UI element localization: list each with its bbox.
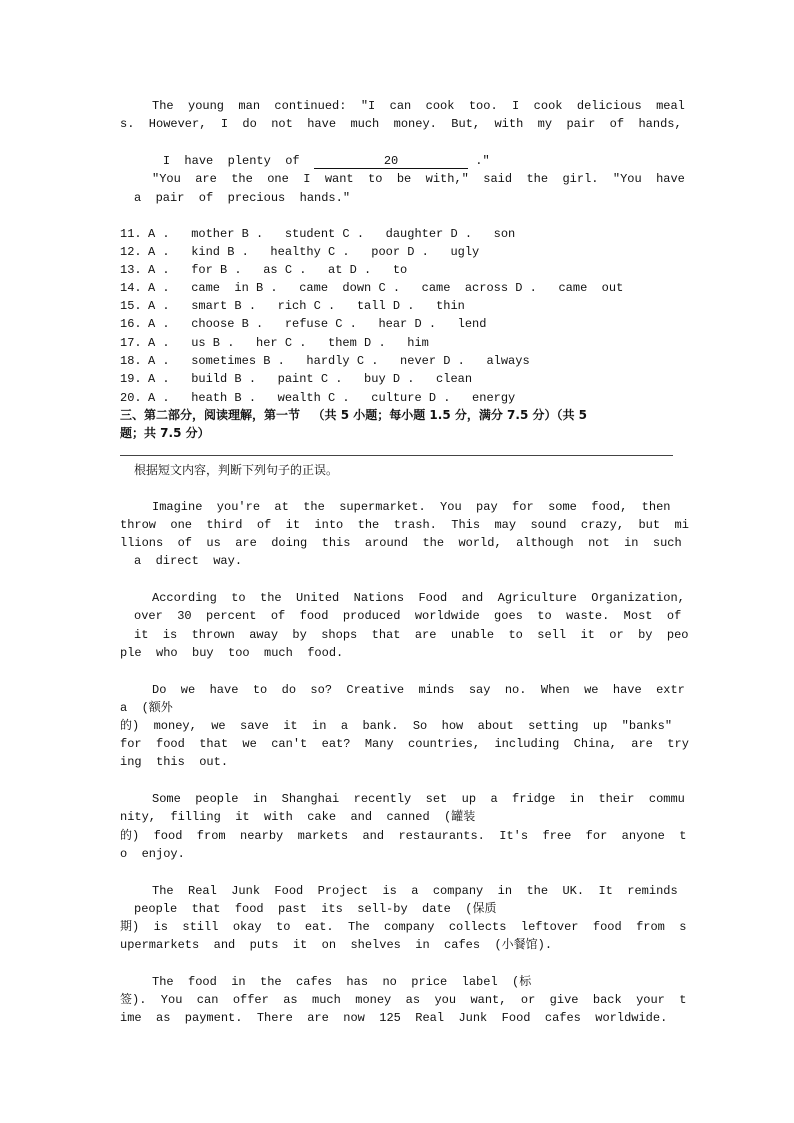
passage2-line: Imagine you're at the supermarket. You pay for some food, then [152, 500, 671, 514]
passage2-line: Do we have to do so? Creative minds say no. When we have extr [152, 683, 685, 697]
question-number: 16. [120, 317, 142, 331]
passage2-line: 期) is still okay to eat. The company collects leftover food from s [120, 920, 687, 934]
question-number: 11. [120, 227, 142, 241]
question-number: 18. [120, 354, 142, 368]
passage2-line: a direct way. [134, 554, 243, 568]
question-options: A . for B . as C . at D . to [148, 263, 408, 277]
passage1-line: a pair of precious hands." [134, 191, 351, 205]
question-options: A . heath B . wealth C . culture D . energy [148, 391, 516, 405]
section-heading: 题；共 7.5 分） [120, 426, 210, 440]
answer-blank[interactable]: 20 [314, 154, 468, 169]
passage2-line: a (额外 [120, 701, 173, 715]
passage2-line: 的) money, we save it in a bank. So how about setting up "banks" [120, 719, 673, 733]
question-options: A . sometimes B . hardly C . never D . always [148, 354, 530, 368]
passage2-line: ple who buy too much food. [120, 646, 344, 660]
passage1-line-text: I have plenty of [162, 154, 300, 168]
question-number: 19. [120, 372, 142, 386]
section-heading: 三、第二部分，阅读理解，第一节 （共 5 小题；每小题 1.5 分，满分 7.5 分）（共 5 [120, 408, 587, 422]
passage2-line: Some people in Shanghai recently set up a fridge in their commu [152, 792, 685, 806]
question-number: 13. [120, 263, 142, 277]
question-options: A . smart B . rich C . tall D . thin [148, 299, 465, 313]
passage1-line: s. However, I do not have much money. But, with my pair of hands, [120, 117, 682, 131]
passage1-line-end: ." [475, 154, 490, 168]
question-number: 17. [120, 336, 142, 350]
passage2-line: According to the United Nations Food and Agriculture Organization, [152, 591, 685, 605]
passage2-line: over 30 percent of food produced worldwide goes to waste. Most of [134, 609, 682, 623]
question-number: 12. [120, 245, 142, 259]
passage2-line: people that food past its sell-by date (保质 [134, 902, 497, 916]
question-options: A . came in B . came down C . came across D . came out [148, 281, 624, 295]
passage1-line: The young man continued: "I can cook too. I cook delicious meal [152, 99, 685, 113]
passage2-line: upermarkets and puts it on shelves in cafes (小餐馆). [120, 938, 553, 952]
section-divider [120, 455, 673, 456]
passage2-line: The Real Junk Food Project is a company in the UK. It reminds [152, 884, 678, 898]
passage2-line: ime as payment. There are now 125 Real Junk Food cafes worldwide. [120, 1011, 668, 1025]
question-options: A . mother B . student C . daughter D . son [148, 227, 516, 241]
passage2-line: throw one third of it into the trash. This may sound crazy, but mi [120, 518, 689, 532]
passage2-line: The food in the cafes has no price label (标 [152, 975, 532, 989]
passage2-line: it is thrown away by shops that are unable to sell it or by peo [134, 628, 689, 642]
passage2-line: 签). You can offer as much money as you want, or give back your t [120, 993, 687, 1007]
passage2-line: llions of us are doing this around the world, although not in such [120, 536, 682, 550]
passage2-line: for food that we can't eat? Many countries, including China, are try [120, 737, 689, 751]
question-options: A . choose B . refuse C . hear D . lend [148, 317, 487, 331]
question-number: 20. [120, 391, 142, 405]
section-instruction: 根据短文内容，判断下列句子的正误。 [134, 463, 339, 477]
passage1-line: "You are the one I want to be with," said the girl. "You have [152, 172, 685, 186]
question-number: 14. [120, 281, 142, 295]
passage2-line: 的) food from nearby markets and restaurants. It's free for anyone t [120, 829, 687, 843]
passage2-line: o enjoy. [120, 847, 185, 861]
question-options: A . build B . paint C . buy D . clean [148, 372, 473, 386]
question-options: A . kind B . healthy C . poor D . ugly [148, 245, 480, 259]
question-options: A . us B . her C . them D . him [148, 336, 429, 350]
question-number: 15. [120, 299, 142, 313]
passage2-line: ing this out. [120, 755, 229, 769]
passage2-line: nity, filling it with cake and canned (罐装 [120, 810, 476, 824]
